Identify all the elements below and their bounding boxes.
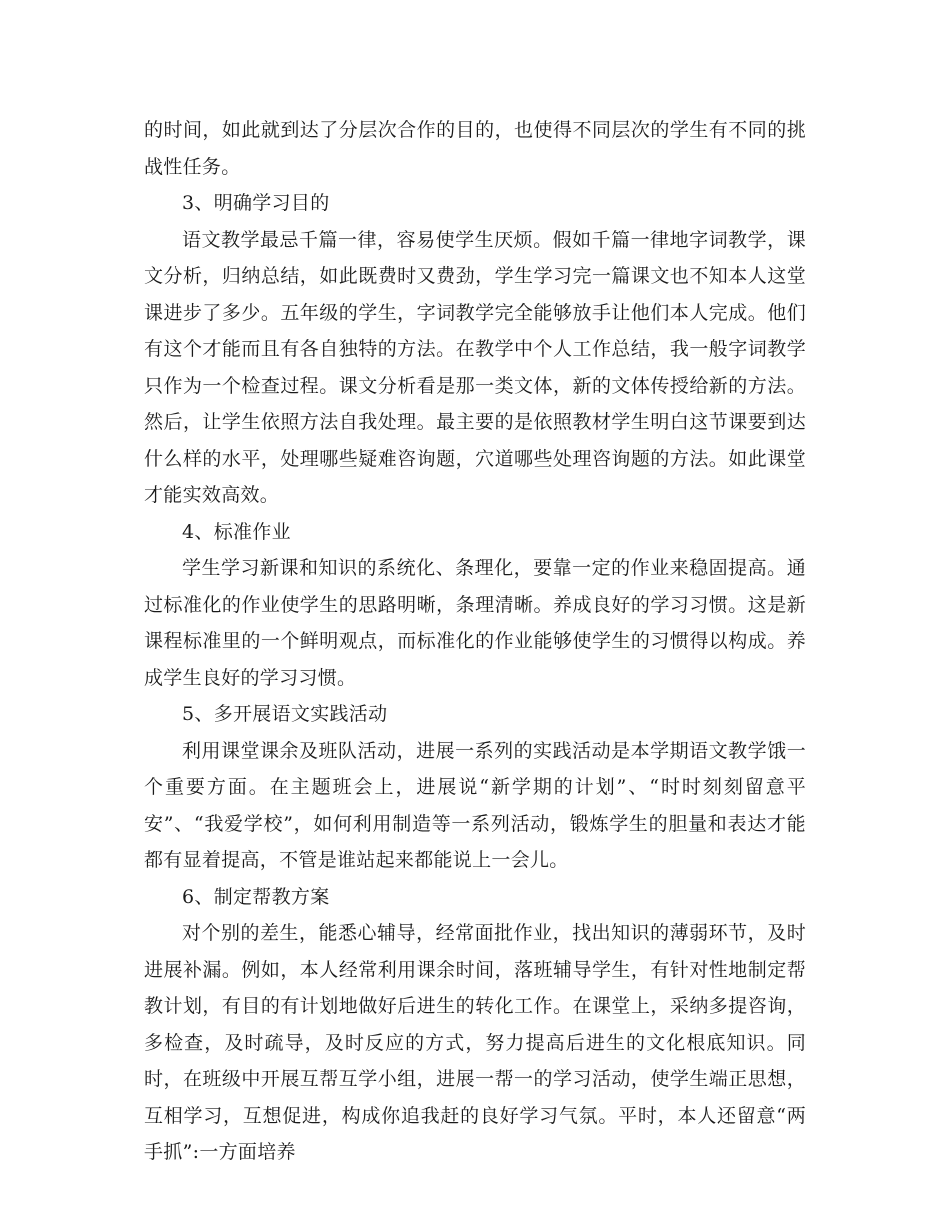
paragraph-section-5: 利用课堂课余及班队活动，进展一系列的实践活动是本学期语文教学饿一个重要方面。在主题班会上，进展说“新学期的计划”、“时时刻刻留意平安”、“我爱学校”，如何利用制造等一系列活动，锻炼学生的胆量和表达才能都有显着提高，不管是谁站起来都能说上一会儿。 — [144, 739, 806, 871]
paragraph-continued: 的时间，如此就到达了分层次合作的目的，也使得不同层次的学生有不同的挑战性任务。 — [144, 119, 806, 178]
section-heading-6: 6、制定帮教方案 — [182, 885, 330, 908]
section-heading-5: 5、多开展语文实践活动 — [182, 703, 388, 725]
paragraph-section-3: 语文教学最忌千篇一律，容易使学生厌烦。假如千篇一律地字词教学，课文分析，归纳总结，如此既费时又费劲，学生学习完一篇课文也不知本人这堂课进步了多少。五年级的学生，字词教学完全能够放手让他们本人完成。他们有这个才能而且有各自独特的方法。在教学中个人工作总结，我一般字词教学只作为一个检查过程。课文分析看是那一类文体，新的文体传授给新的方法。然后，让学生依照方法自我处理。最主要的是依照教材学生明白这节课要到达什么样的水平，处理哪些疑难咨询题，穴道哪些处理咨询题的方法。如此课堂才能实效高效。 — [144, 228, 806, 506]
paragraph-section-6: 对个别的差生，能悉心辅导，经常面批作业，找出知识的薄弱环节，及时进展补漏。例如，本人经常利用课余时间，落班辅导学生，有针对性地制定帮教计划，有目的有计划地做好后进生的转化工作。在课堂上，采纳多提咨询，多检查，及时疏导，及时反应的方式，努力提高后进生的文化根底知识。同时，在班级中开展互帮互学小组，进展一帮一的学习活动，使学生端正思想，互相学习，互想促进，构成你追我赶的良好学习气氛。平时，本人还留意“两手抓”:一方面培养 — [144, 922, 806, 1163]
document-body — [144, 112, 806, 1171]
section-heading-3: 3、明确学习目的 — [182, 192, 330, 214]
paragraph-section-4: 学生学习新课和知识的系统化、条理化，要靠一定的作业来稳固提高。通过标准化的作业使学生的思路明晰，条理清晰。养成良好的学习习惯。这是新课程标准里的一个鲜明观点，而标准化的作业能够使学生的习惯得以构成。养成学生良好的学习习惯。 — [144, 557, 806, 689]
section-heading-4: 4、标准作业 — [182, 520, 291, 543]
